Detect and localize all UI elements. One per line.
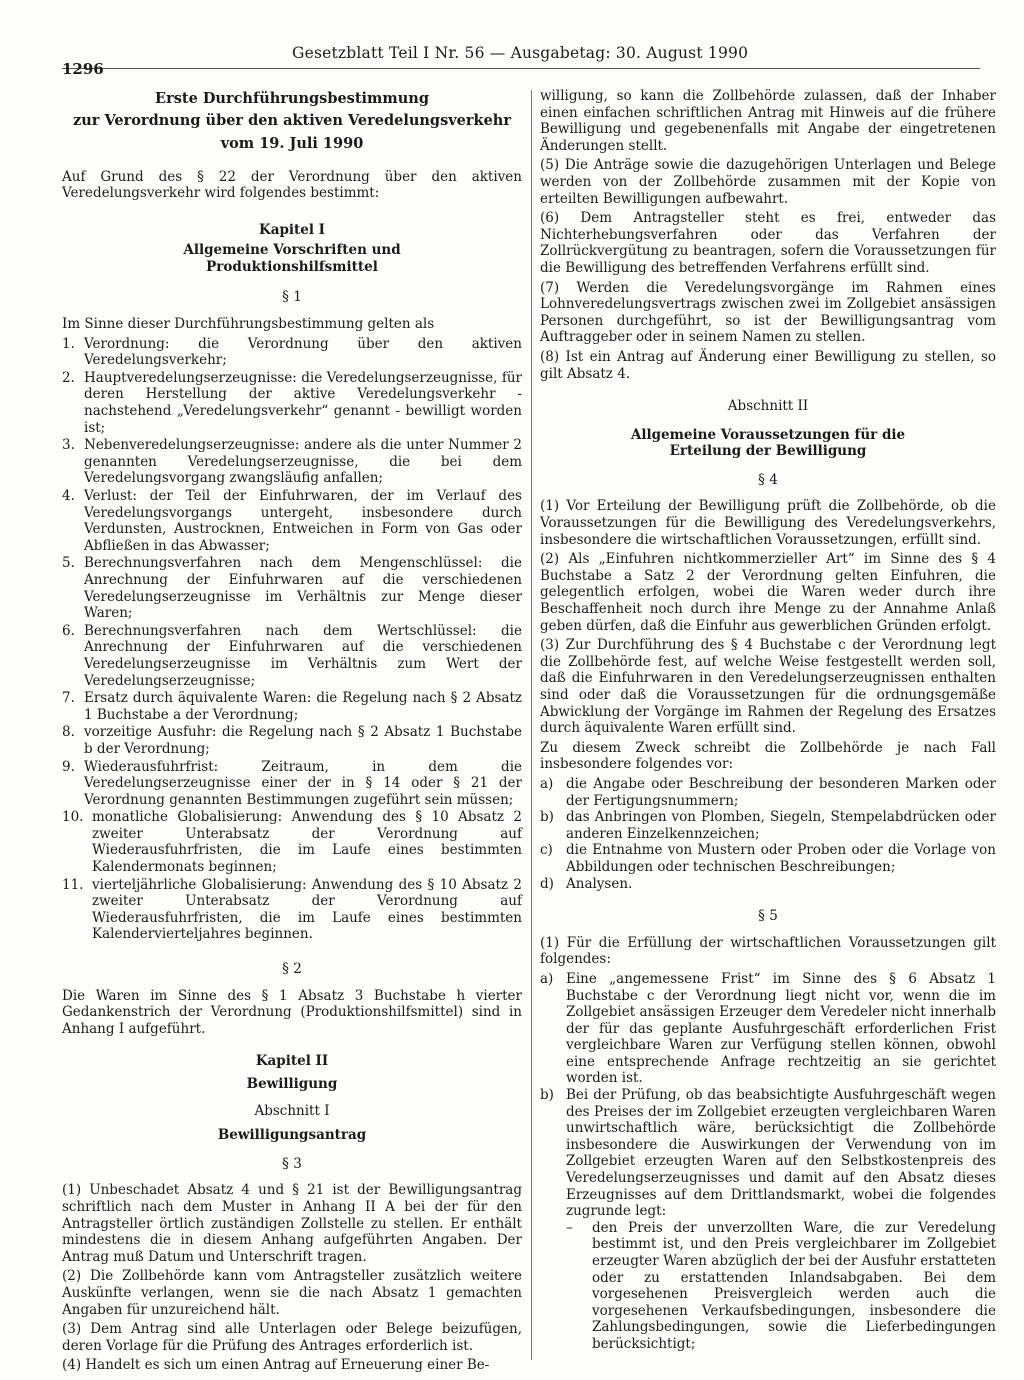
- left-column: [62, 90, 522, 1377]
- list-item: [62, 623, 522, 689]
- section-heading: Abschnitt II: [727, 398, 809, 415]
- paragraph-text: (3) Dem Antrag sind alle Unterlagen oder Belege beizufügen, deren Vorlage für die Prüfung des Antrages erforderlich ist.: [62, 1321, 522, 1354]
- page-header: [62, 44, 980, 78]
- paragraph-text: (1) Für die Erfüllung der wirtschaftlichen Voraussetzungen gilt folgendes:: [540, 934, 996, 968]
- paragraph-text: (2) Als „Einfuhren nichtkommerzieller Art“ im Sinne des § 4 Buchstabe a Satz 2 der Verordnung gelten Einfuhren, die gelegentlich erfolgen, wobei die Waren weder durch ihre Beschaffenheit noch durch ihre Menge zu der Annahme Anlaß geben dürfen, daß die Einfuhr aus gewerblichen Gründen erfolgt.: [540, 551, 996, 634]
- measure-list: [540, 776, 996, 892]
- list-item: [62, 336, 522, 369]
- document-title-line2: zur Verordnung über den aktiven Veredelungsverkehr: [73, 111, 511, 129]
- dash-marker: –: [566, 1219, 573, 1236]
- list-item: [62, 555, 522, 621]
- list-item: [540, 971, 996, 1087]
- page-number: 1296: [62, 60, 104, 78]
- list-item: [540, 842, 996, 875]
- item-text: Bei der Prüfung, ob das beabsichtigte Ausfuhrgeschäft wegen des Preises der im Zollgebiet erzeugten vergleichbaren Waren unwirtschaftlich wäre, berücksichtigt die Zollbehörde insbesondere die Auswirkungen der Verwendung von im Zollgebiet erzeugten Waren auf den Selbstkostenpreis des Veredelungserzeugnisses und damit auf den Absatz dieses Erzeugnisses auf dem Drittlandsmarkt, wobei die folgendes zugrunde legt:: [566, 1087, 996, 1220]
- paragraph-sign: § 3: [282, 1155, 302, 1172]
- item-number: 10.: [62, 809, 84, 826]
- item-text: Analysen.: [566, 875, 633, 892]
- item-text: Verordnung: die Verordnung über den aktiven Veredelungsverkehr;: [84, 335, 522, 369]
- item-number: 1.: [62, 335, 75, 352]
- paragraph-text: willigung, so kann die Zollbehörde zulassen, daß der Inhaber einen einfachen schriftlichen Antrag mit Hinweis auf die frühere Bewilligung und gegebenenfalls mit Angabe der eingetretenen Änderungen stellt.: [540, 88, 996, 154]
- paragraph-text: (6) Dem Antragsteller steht es frei, entweder das Nichterhebungsverfahren oder das Verfahren der Zollrückvergütung zu beantragen, sofern die Voraussetzungen für die Bewilligung des betreffenden Verfahrens erfüllt sind.: [540, 210, 996, 276]
- item-number: 5.: [62, 555, 75, 572]
- item-text: Wiederausfuhrfrist: Zeitraum, in dem die Veredelungserzeugnisse einer der in § 14 oder § 21 der Verordnung genannten Bestimmungen zugeführt sein müssen;: [84, 758, 522, 808]
- item-text: Eine „angemessene Frist“ im Sinne des § 6 Absatz 1 Buchstabe c der Verordnung liegt nicht vor, wenn die im Zollgebiet ansässigen Erzeuger dem Veredeler nicht innerhalb der für das geplante Ausfuhrgeschäft erforderlichen Frist vergleichbare Waren zur Verfügung stellen können, obwohl eine entsprechende Anfrage rechtzeitig an sie gerichtet worden ist.: [566, 970, 996, 1087]
- paragraph-sign: § 4: [758, 471, 778, 488]
- item-text: vorzeitige Ausfuhr: die Regelung nach § 2 Absatz 1 Buchstabe b der Verordnung;: [84, 724, 522, 757]
- item-text: Berechnungsverfahren nach dem Wertschlüssel: die Anrechnung der Einfuhrwaren auf die verschiedenen Veredelungserzeugnisse im Verhältnis zum Wert der Veredelungserzeugnisse;: [84, 622, 522, 689]
- right-column: [540, 88, 996, 1353]
- item-text: die Entnahme von Mustern oder Proben oder die Vorlage von Abbildungen oder technischen Beschreibungen;: [566, 842, 996, 875]
- list-item: [62, 370, 522, 436]
- item-letter: c): [540, 842, 553, 859]
- item-text: Hauptveredelungserzeugnisse: die Veredelungserzeugnisse, für deren Herstellung der aktive Veredelungsverkehr - nachstehend „Veredelungsverkehr“ genannt - bewilligt worden ist;: [84, 369, 522, 436]
- paragraph-text: (3) Zur Durchführung des § 4 Buchstabe c der Verordnung legt die Zollbehörde fest, auf welche Weise festgestellt werden soll, daß die Einfuhrwaren in den Veredelungserzeugnissen enthalten sind oder daß die Voraussetzungen für die ordnungsgemäße Abwicklung der Vorgänge im Rahmen der Regelung des Ersatzes durch äquivalente Waren erfüllt sind.: [540, 637, 996, 737]
- chapter-title: Bewilligung: [246, 1076, 338, 1092]
- item-number: 8.: [62, 724, 75, 741]
- item-text: Berechnungsverfahren nach dem Mengenschlüssel: die Anrechnung der Einfuhrwaren auf die verschiedenen Veredelungserzeugnisse im Verhältnis zur Menge dieser Waren;: [84, 555, 522, 622]
- paragraph-sign: § 2: [282, 961, 302, 978]
- list-item: [62, 488, 522, 554]
- paragraph-text: Die Waren im Sinne des § 1 Absatz 3 Buchstabe h vierter Gedankenstrich der Verordnung (Produktionshilfsmittel) sind in Anhang I aufgeführt.: [62, 987, 522, 1037]
- list-item: [62, 759, 522, 809]
- list-item: [540, 809, 996, 842]
- item-text: monatliche Globalisierung: Anwendung des § 10 Absatz 2 zweiter Unterabsatz der Verordnung auf Wiederausfuhrfristen, die im Laufe eines bestimmten Kalendermonats beginnen;: [92, 809, 522, 876]
- item-text: Nebenveredelungserzeugnisse: andere als die unter Nummer 2 genannten Veredelungserzeugnisse, die bei dem Veredelungsvorgang zwangsläufig anfallen;: [84, 437, 522, 487]
- paragraph-text: (8) Ist ein Antrag auf Änderung einer Bewilligung zu stellen, so gilt Absatz 4.: [540, 348, 996, 382]
- column-divider: [531, 90, 532, 1360]
- list-item: [62, 437, 522, 487]
- item-text: die Angabe oder Beschreibung der besonderen Marken oder der Fertigungsnummern;: [566, 775, 996, 809]
- paragraph-sign: § 1: [282, 289, 302, 306]
- item-text: das Anbringen von Plomben, Siegeln, Stempelabdrücken oder anderen Einzelkennzeichen;: [566, 809, 996, 842]
- item-number: 6.: [62, 622, 75, 639]
- list-item: [540, 876, 996, 893]
- item-number: 2.: [62, 369, 75, 386]
- section-title: Bewilligungsantrag: [217, 1127, 367, 1144]
- item-number: 9.: [62, 758, 75, 775]
- item-letter: d): [540, 875, 554, 892]
- section-title: Allgemeine Voraussetzungen für die Erteilung der Bewilligung: [630, 426, 906, 460]
- paragraph-text: (7) Werden die Veredelungsvorgänge im Rahmen eines Lohnveredelungsvertrags zwischen zwei im Zollgebiet ansässigen Personen durchgeführt, so ist der Bewilligungsantrag vom Auftraggeber oder in seinem Namen zu stellen.: [540, 279, 996, 346]
- paragraph-text: (5) Die Anträge sowie die dazugehörigen Unterlagen und Belege werden von der Zollbehörde zusammen mit der Kopie von erteilten Bewilligungen aufbewahrt.: [540, 157, 996, 207]
- item-number: 7.: [62, 690, 75, 707]
- paragraph-text: (4) Handelt es sich um einen Antrag auf Erneuerung einer Be-: [62, 1357, 490, 1374]
- dash-item: [540, 1220, 996, 1353]
- chapter-heading: Kapitel II: [255, 1053, 329, 1070]
- list-item: [62, 809, 522, 875]
- document-date: vom 19. Juli 1990: [220, 135, 364, 152]
- condition-list: [540, 971, 996, 1220]
- paragraph-sign: § 5: [758, 908, 778, 925]
- paragraph-text: (1) Unbeschadet Absatz 4 und § 21 ist der Bewilligungsantrag schriftlich nach dem Muster in Anhang II A bei der für den Antragsteller örtlich zuständigen Zollstelle zu stellen. Er enthält mindestens die in diesem Anhang aufgeführten Angaben. Der Antrag muß Datum und Unterschrift tragen.: [62, 1182, 522, 1265]
- item-letter: b): [540, 809, 554, 826]
- list-item: [62, 690, 522, 723]
- item-letter: b): [540, 1087, 554, 1104]
- section-heading: Abschnitt I: [254, 1102, 330, 1119]
- item-letter: a): [540, 970, 554, 987]
- list-item: [540, 776, 996, 809]
- item-number: 11.: [62, 876, 84, 893]
- item-text: vierteljährliche Globalisierung: Anwendung des § 10 Absatz 2 zweiter Unterabsatz der Verordnung auf Wiederausfuhrfristen, die im Laufe eines bestimmten Kalendervierteljahres beginnen.: [92, 876, 522, 943]
- paragraph-text: (2) Die Zollbehörde kann vom Antragsteller zusätzlich weitere Auskünfte verlangen, wenn sie die nach Absatz 1 gemachten Angaben für unzureichend hält.: [62, 1268, 522, 1318]
- document-title-line1: Erste Durchführungsbestimmung: [155, 90, 429, 107]
- chapter-title: Allgemeine Vorschriften und Produktionshilfsmittel: [183, 242, 401, 275]
- item-number: 4.: [62, 488, 75, 504]
- definition-list: [62, 336, 522, 943]
- item-text: den Preis der unverzollten Ware, die zur Veredelung bestimmt ist, und den Preis vergleichbarer im Zollgebiet erzeugter Waren abzüglich der bei der Ausfuhr erstatteten oder zu erstattenden Inlandsabgaben. Bei dem vorgesehenen Preisvergleich werden auch die vorgesehenen Verkaufsbedingungen, insbesondere die Zahlungsbedingungen, sowie die Lieferbedingungen berücksichtigt;: [592, 1219, 996, 1352]
- paragraph-text: (1) Vor Erteilung der Bewilligung prüft die Zollbehörde, ob die Voraussetzungen für die Bewilligung des Veredelungsverkehrs, insbesondere die wirtschaftlichen Voraussetzungen, erfüllt sind.: [540, 498, 996, 548]
- item-text: Ersatz durch äquivalente Waren: die Regelung nach § 2 Absatz 1 Buchstabe a der Verordnung;: [84, 690, 522, 723]
- list-item: [540, 1087, 996, 1220]
- paragraph-intro: Im Sinne dieser Durchführungsbestimmung gelten als: [62, 316, 435, 333]
- preamble: Auf Grund des § 22 der Verordnung über den aktiven Veredelungsverkehr wird folgendes bestimmt:: [62, 168, 522, 202]
- item-letter: a): [540, 775, 554, 792]
- list-item: [62, 724, 522, 757]
- item-number: 3.: [62, 437, 75, 454]
- paragraph-text: Zu diesem Zweck schreibt die Zollbehörde je nach Fall insbesondere folgendes vor:: [540, 739, 996, 773]
- item-text: Verlust: der Teil der Einfuhrwaren, der im Verlauf des Veredelungsvorgangs untergeht, insbesondere durch Verdunsten, Austrocknen, Entweichen in Form von Gas oder Abfließen in das Abwasser;: [84, 488, 522, 554]
- list-item: [62, 877, 522, 943]
- gazette-title: Gesetzblatt Teil I Nr. 56 — Ausgabetag: 30. August 1990: [292, 44, 749, 62]
- chapter-heading: Kapitel I: [258, 221, 326, 238]
